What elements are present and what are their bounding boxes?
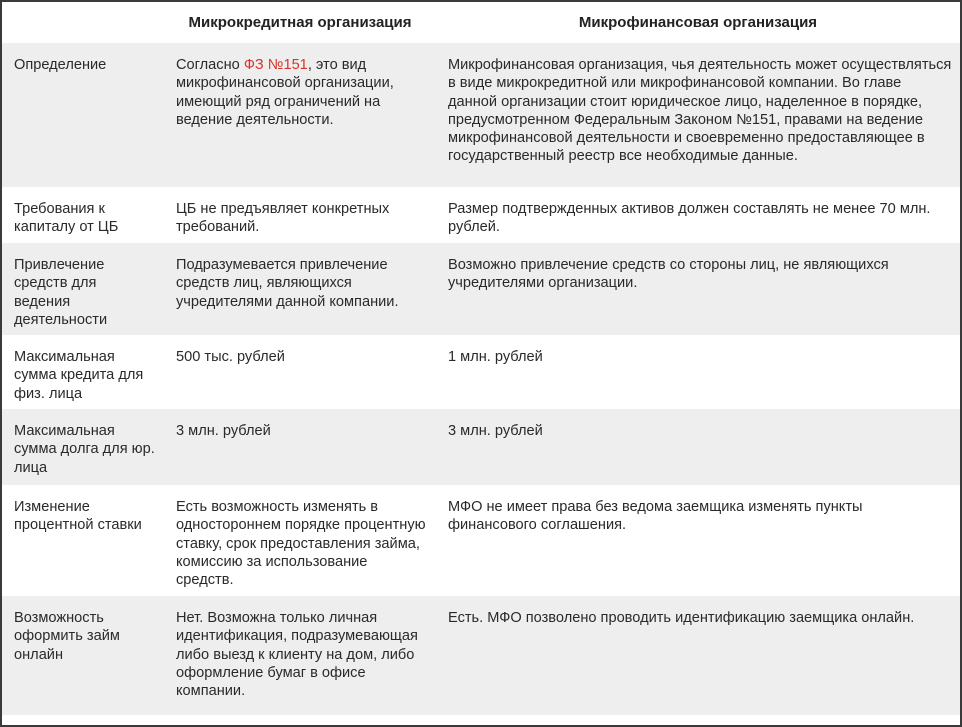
row-label: Возможность оформить займ онлайн	[2, 596, 164, 715]
cell-microfinance: Возможно привлечение средств со стороны лиц, не являющихся учредителями организации.	[436, 243, 960, 335]
header-microfinance: Микрофинансовая организация	[436, 2, 960, 43]
table-row	[2, 335, 960, 409]
cell-microcredit: 500 тыс. рублей	[164, 335, 436, 409]
table-row	[2, 485, 960, 596]
cell-microcredit: Подразумевается привлечение средств лиц, являющихся учредителями данной компании.	[164, 243, 436, 335]
table-header-row	[2, 2, 960, 43]
row-label: Привлечение средств для ведения деятельности	[2, 243, 164, 335]
cell-microcredit: 3 млн. рублей	[164, 409, 436, 485]
cell-microfinance: Размер подтвержденных активов должен составлять не менее 70 млн. рублей.	[436, 187, 960, 243]
table-row	[2, 243, 960, 335]
cell-microfinance: Есть. МФО позволено проводить идентификацию заемщика онлайн.	[436, 596, 960, 715]
cell-microfinance: МФО не имеет права без ведома заемщика изменять пункты финансового соглашения.	[436, 485, 960, 596]
header-empty	[2, 2, 164, 43]
row-label: Требования к капиталу от ЦБ	[2, 187, 164, 243]
row-label: Максимальная сумма долга для юр. лица	[2, 409, 164, 485]
cell-text: Согласно	[176, 57, 244, 73]
header-microcredit: Микрокредитная организация	[164, 2, 436, 43]
cell-microcredit: ЦБ не предъявляет конкретных требований.	[164, 187, 436, 243]
cell-microcredit	[164, 43, 436, 187]
cell-microfinance: 3 млн. рублей	[436, 409, 960, 485]
law-151-link[interactable]: ФЗ №151	[243, 57, 308, 73]
row-label: Изменение процентной ставки	[2, 485, 164, 596]
cell-microcredit: Есть возможность изменять в одностороннем порядке процентную ставку, срок предоставления займа, комиссию за использование средств.	[164, 485, 436, 596]
cell-microcredit: Нет. Возможна только личная идентификация, подразумевающая либо выезд к клиенту на дом, либо оформление бумаг в офисе компании.	[164, 596, 436, 715]
cell-text: , это вид микрофинансовой организации, имеющий ряд ограничений на ведение деятельности.	[176, 57, 394, 128]
table-row	[2, 596, 960, 715]
cell-microfinance: 1 млн. рублей	[436, 335, 960, 409]
table-row	[2, 43, 960, 187]
comparison-table	[2, 2, 960, 715]
cell-microfinance: Микрофинансовая организация, чья деятельность может осуществляться в виде микрокредитной или микрофинансовой компании. Во главе данной организации стоит юридическое лицо, наделенное в порядке, предусмотренном Федеральным Законом №151, правами на ведение микрофинансовой деятельности и своевременно предоставляющее в государственный реестр все необходимые данные.	[436, 43, 960, 187]
table-row	[2, 187, 960, 243]
row-label: Максимальная сумма кредита для физ. лица	[2, 335, 164, 409]
row-label: Определение	[2, 43, 164, 187]
table-row	[2, 409, 960, 485]
